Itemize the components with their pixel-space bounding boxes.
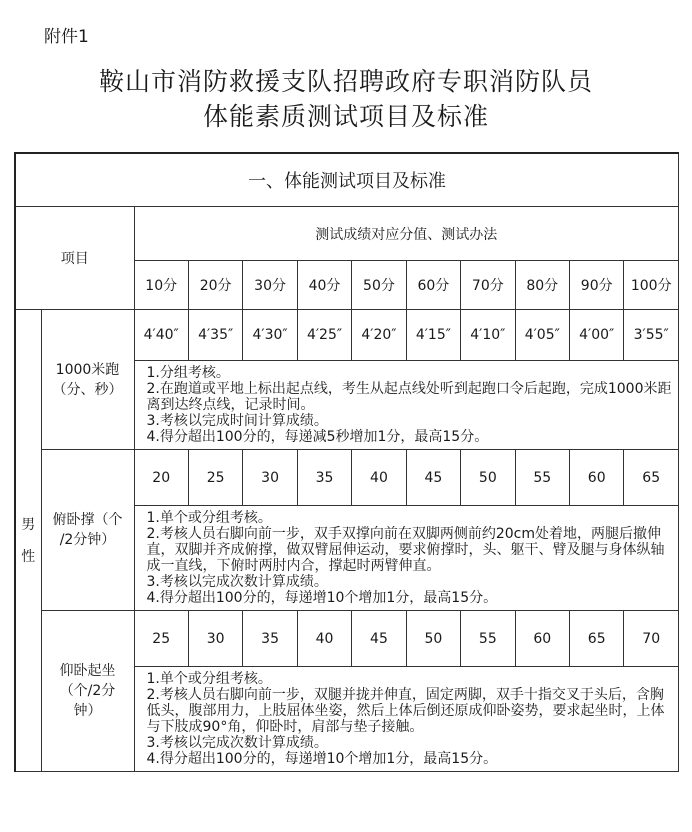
item-name-line: （分、秒） [52,381,123,398]
score-header: 测试成绩对应分值、测试办法 [134,207,679,261]
value-cell: 25 [134,611,188,667]
score-cell: 40分 [297,261,351,310]
value-cell: 4′25″ [297,310,351,361]
test-method-cell [134,667,679,772]
method-line: 1.单个或分组考核。 [146,510,272,526]
item-name-cell [41,611,134,772]
table-row [15,450,679,506]
item-name-line: 仰卧起坐 [59,663,116,679]
value-cell: 30 [188,611,242,667]
value-cell: 50 [461,450,515,506]
value-cell: 65 [570,611,624,667]
score-cell: 60分 [406,261,460,310]
document-title-line1: 鞍山市消防救援支队招聘政府专职消防队员 [98,67,593,96]
method-line: 2.考核人员右脚向前一步，双手双撑向前在双脚两侧前约20cm处着地，两腿后撤伸直，双脚并齐成俯撑，做双臂屈伸运动，要求俯撑时，头、躯干、臂及腿与身体纵轴成一直线，下俯时两肘内合，撑起时两臂伸直。 [146,526,665,574]
item-name-cell [41,450,134,611]
method-line: 3.考核以完成时间计算成绩。 [146,413,328,429]
document-title-line2: 体能素质测试项目及标准 [202,102,489,131]
score-cell: 30分 [243,261,297,310]
value-cell: 4′10″ [461,310,515,361]
method-line: 4.得分超出100分的，每递增10个增加1分，最高15分。 [146,590,498,606]
score-cell: 10分 [134,261,188,310]
table-row [15,611,679,667]
gender-char: 性 [21,548,36,565]
value-cell: 35 [243,611,297,667]
score-cell: 50分 [352,261,406,310]
method-line: 4.得分超出100分的，每递增10个增加1分，最高15分。 [146,751,498,767]
value-cell: 40 [352,450,406,506]
item-name-line: （个/2分 [59,683,116,699]
item-name-line: /2分钟） [59,532,116,548]
test-method-cell [134,361,679,450]
gender-cell [15,310,41,772]
value-cell: 25 [188,450,242,506]
item-header: 项目 [15,207,134,310]
value-cell: 4′30″ [243,310,297,361]
score-cell: 80分 [515,261,569,310]
standards-table [14,152,679,772]
value-cell: 4′35″ [188,310,242,361]
item-name-line: 俯卧撑（个 [52,512,123,528]
method-line: 1.分组考核。 [146,365,230,381]
score-cell: 90分 [570,261,624,310]
score-cell: 70分 [461,261,515,310]
value-cell: 4′20″ [352,310,406,361]
score-cell: 20分 [188,261,242,310]
section-title: 一、体能测试项目及标准 [15,153,679,207]
item-name-cell [41,310,134,450]
value-cell: 60 [515,611,569,667]
score-cell: 100分 [624,261,679,310]
table-row [15,310,679,361]
gender-char: 男 [21,516,36,533]
method-line: 2.在跑道或平地上标出起点线，考生从起点线处听到起跑口令后起跑，完成1000米距离到达终点线，记录时间。 [146,381,672,413]
method-line: 3.考核以完成次数计算成绩。 [146,735,328,751]
item-name-line: 钟） [73,703,102,719]
value-cell: 50 [406,611,460,667]
attachment-label: 附件1 [44,27,89,47]
method-line: 3.考核以完成次数计算成绩。 [146,574,328,590]
value-cell: 65 [624,450,679,506]
method-line: 1.单个或分组考核。 [146,671,272,687]
value-cell: 45 [406,450,460,506]
value-cell: 4′05″ [515,310,569,361]
value-cell: 40 [297,611,351,667]
test-method-cell [134,506,679,611]
item-name-line: 1000米跑 [55,361,120,378]
value-cell: 35 [297,450,351,506]
method-line: 2.考核人员右脚向前一步，双腿并拢并伸直，固定两脚，双手十指交叉于头后，含胸低头，腹部用力，上肢屈体坐姿，然后上体后倒还原成仰卧姿势，要求起坐时，上体与下肢成90°角，仰卧时，肩部与垫子接触。 [146,687,665,735]
value-cell: 55 [461,611,515,667]
value-cell: 60 [570,450,624,506]
value-cell: 4′40″ [134,310,188,361]
value-cell: 70 [624,611,679,667]
method-line: 4.得分超出100分的，每递减5秒增加1分，最高15分。 [146,429,489,445]
value-cell: 4′15″ [406,310,460,361]
value-cell: 30 [243,450,297,506]
value-cell: 45 [352,611,406,667]
value-cell: 55 [515,450,569,506]
value-cell: 4′00″ [570,310,624,361]
value-cell: 3′55″ [624,310,679,361]
value-cell: 20 [134,450,188,506]
